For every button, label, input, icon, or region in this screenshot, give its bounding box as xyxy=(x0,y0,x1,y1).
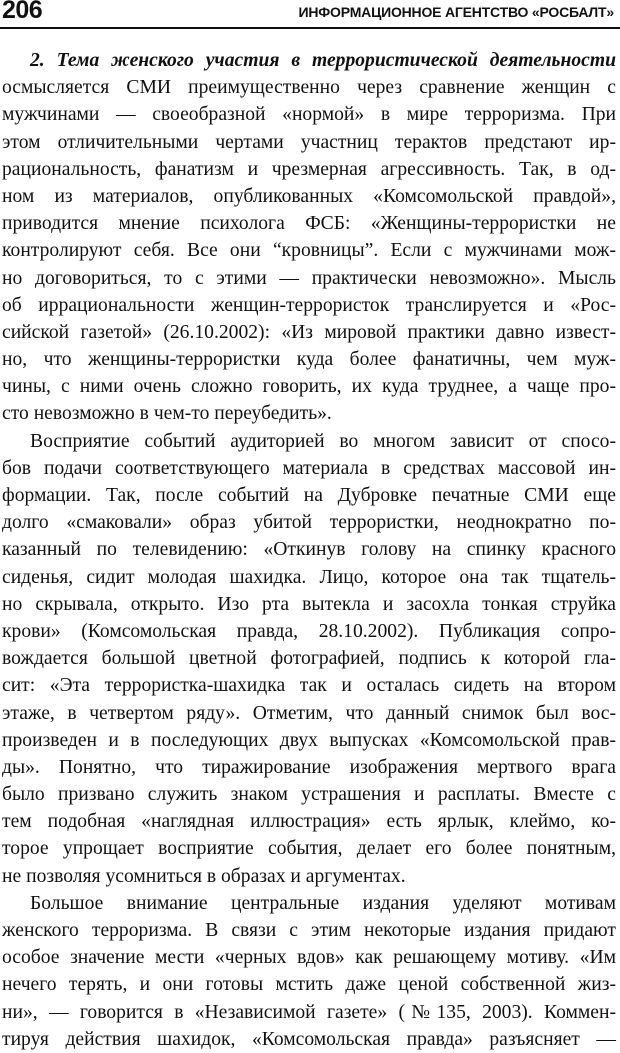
page-header xyxy=(0,0,620,30)
text-line: не позволяя усомниться в образах и аргументах. xyxy=(2,865,406,887)
text-line: этаже, в четвертом ряду». Отметим, что данный снимок был вос- xyxy=(2,702,616,724)
text-line: долго «смаковали» образ убитой террористки, неоднократно по- xyxy=(2,512,616,534)
text-line: торое упрощает восприятие события, делает его более понятным, xyxy=(2,838,616,860)
text-line: казанный по телевидению: «Откинув голову на спинку красного xyxy=(2,539,616,561)
text-line: ни», — говорится в «Независимой газете» (№135, 2003). Коммен- xyxy=(2,1001,616,1023)
text-line: но скрывала, открыто. Изо рта вытекла и засохла тонкая струйка xyxy=(2,593,616,615)
text-line: было призвано служить знаком устрашения и расплаты. Вместе с xyxy=(2,784,616,806)
text-line: тируя действия шахидок, «Комсомольская правда» разъясняет — xyxy=(2,1028,616,1050)
text-line: чины, с ними очень сложно говорить, их куда труднее, а чаще про- xyxy=(2,376,616,398)
text-line: бов подачи соответствующего материала в средствах массовой ин- xyxy=(2,457,616,479)
text-line: 2. Тема женского участия в террористической деятельности xyxy=(30,50,616,71)
text-line: этом отличительными чертами участниц терактов предстают ир- xyxy=(2,131,616,153)
body-text xyxy=(2,47,616,1053)
text-line: приводится мнение психолога ФСБ: «Женщины-террористки не xyxy=(2,213,616,235)
text-line: ном из материалов, опубликованных «Комсомольской правдой», xyxy=(2,185,616,207)
text-line: мужчинами — своеобразной «нормой» в мире терроризма. При xyxy=(2,104,616,126)
text-line: тем подобная «наглядная иллюстрация» есть ярлык, клеймо, ко- xyxy=(2,811,616,833)
text-line: крови» (Комсомольская правда, 28.10.2002). Публикация сопро- xyxy=(2,620,616,642)
header-rule xyxy=(0,27,620,29)
text-line: но договориться, то с этими — практически невозможно». Мысль xyxy=(2,267,616,289)
text-line: Восприятие событий аудиторией во многом зависит от спосо- xyxy=(30,430,616,452)
text-line: ды». Понятно, что тиражирование изображения мертвого врага xyxy=(2,756,616,778)
text-line: формации. Так, после событий на Дубровке печатные СМИ еще xyxy=(2,485,616,506)
page-number: 206 xyxy=(2,0,43,24)
text-line: сийской газетой» (26.10.2002): «Из мировой практики давно извест- xyxy=(2,321,616,343)
text-line: об иррациональности женщин-террористок транслируется и «Рос- xyxy=(2,294,616,316)
text-line: контролируют себя. Все они “кровницы”. Если с мужчинами мож- xyxy=(2,240,616,262)
text-line: нечего терять, и они готовы мстить даже ценой собственной жиз- xyxy=(2,974,616,996)
text-line: сто невозможно в чем-то переубедить». xyxy=(2,403,332,425)
text-line: произведен и в последующих двух выпусках «Комсомольской прав- xyxy=(2,729,616,751)
text-line: сиденья, сидит молодая шахидка. Лицо, которое она так тщатель- xyxy=(2,566,616,588)
text-line: вождается большой цветной фотографией, подпись к которой гла- xyxy=(2,648,616,670)
text-line: но, что женщины-террористки куда более фанатичны, чем муж- xyxy=(2,349,616,371)
text-line: особое значение мести «черных вдов» как решающему мотиву. «Им xyxy=(2,947,616,969)
text-line: рациональность, фанатизм и чрезмерная агрессивность. Так, в од- xyxy=(2,158,616,180)
text-line: женского терроризма. В связи с этим некоторые издания придают xyxy=(2,920,616,941)
text-line: сит: «Эта террористка-шахидка так и осталась сидеть на втором xyxy=(2,675,616,697)
text-line: осмысляется СМИ преимущественно через сравнение женщин с xyxy=(2,77,616,99)
text-line: Большое внимание центральные издания уделяют мотивам xyxy=(30,892,616,914)
running-title: ИНФОРМАЦИОННОЕ АГЕНТСТВО «РОСБАЛТ» xyxy=(298,4,614,20)
